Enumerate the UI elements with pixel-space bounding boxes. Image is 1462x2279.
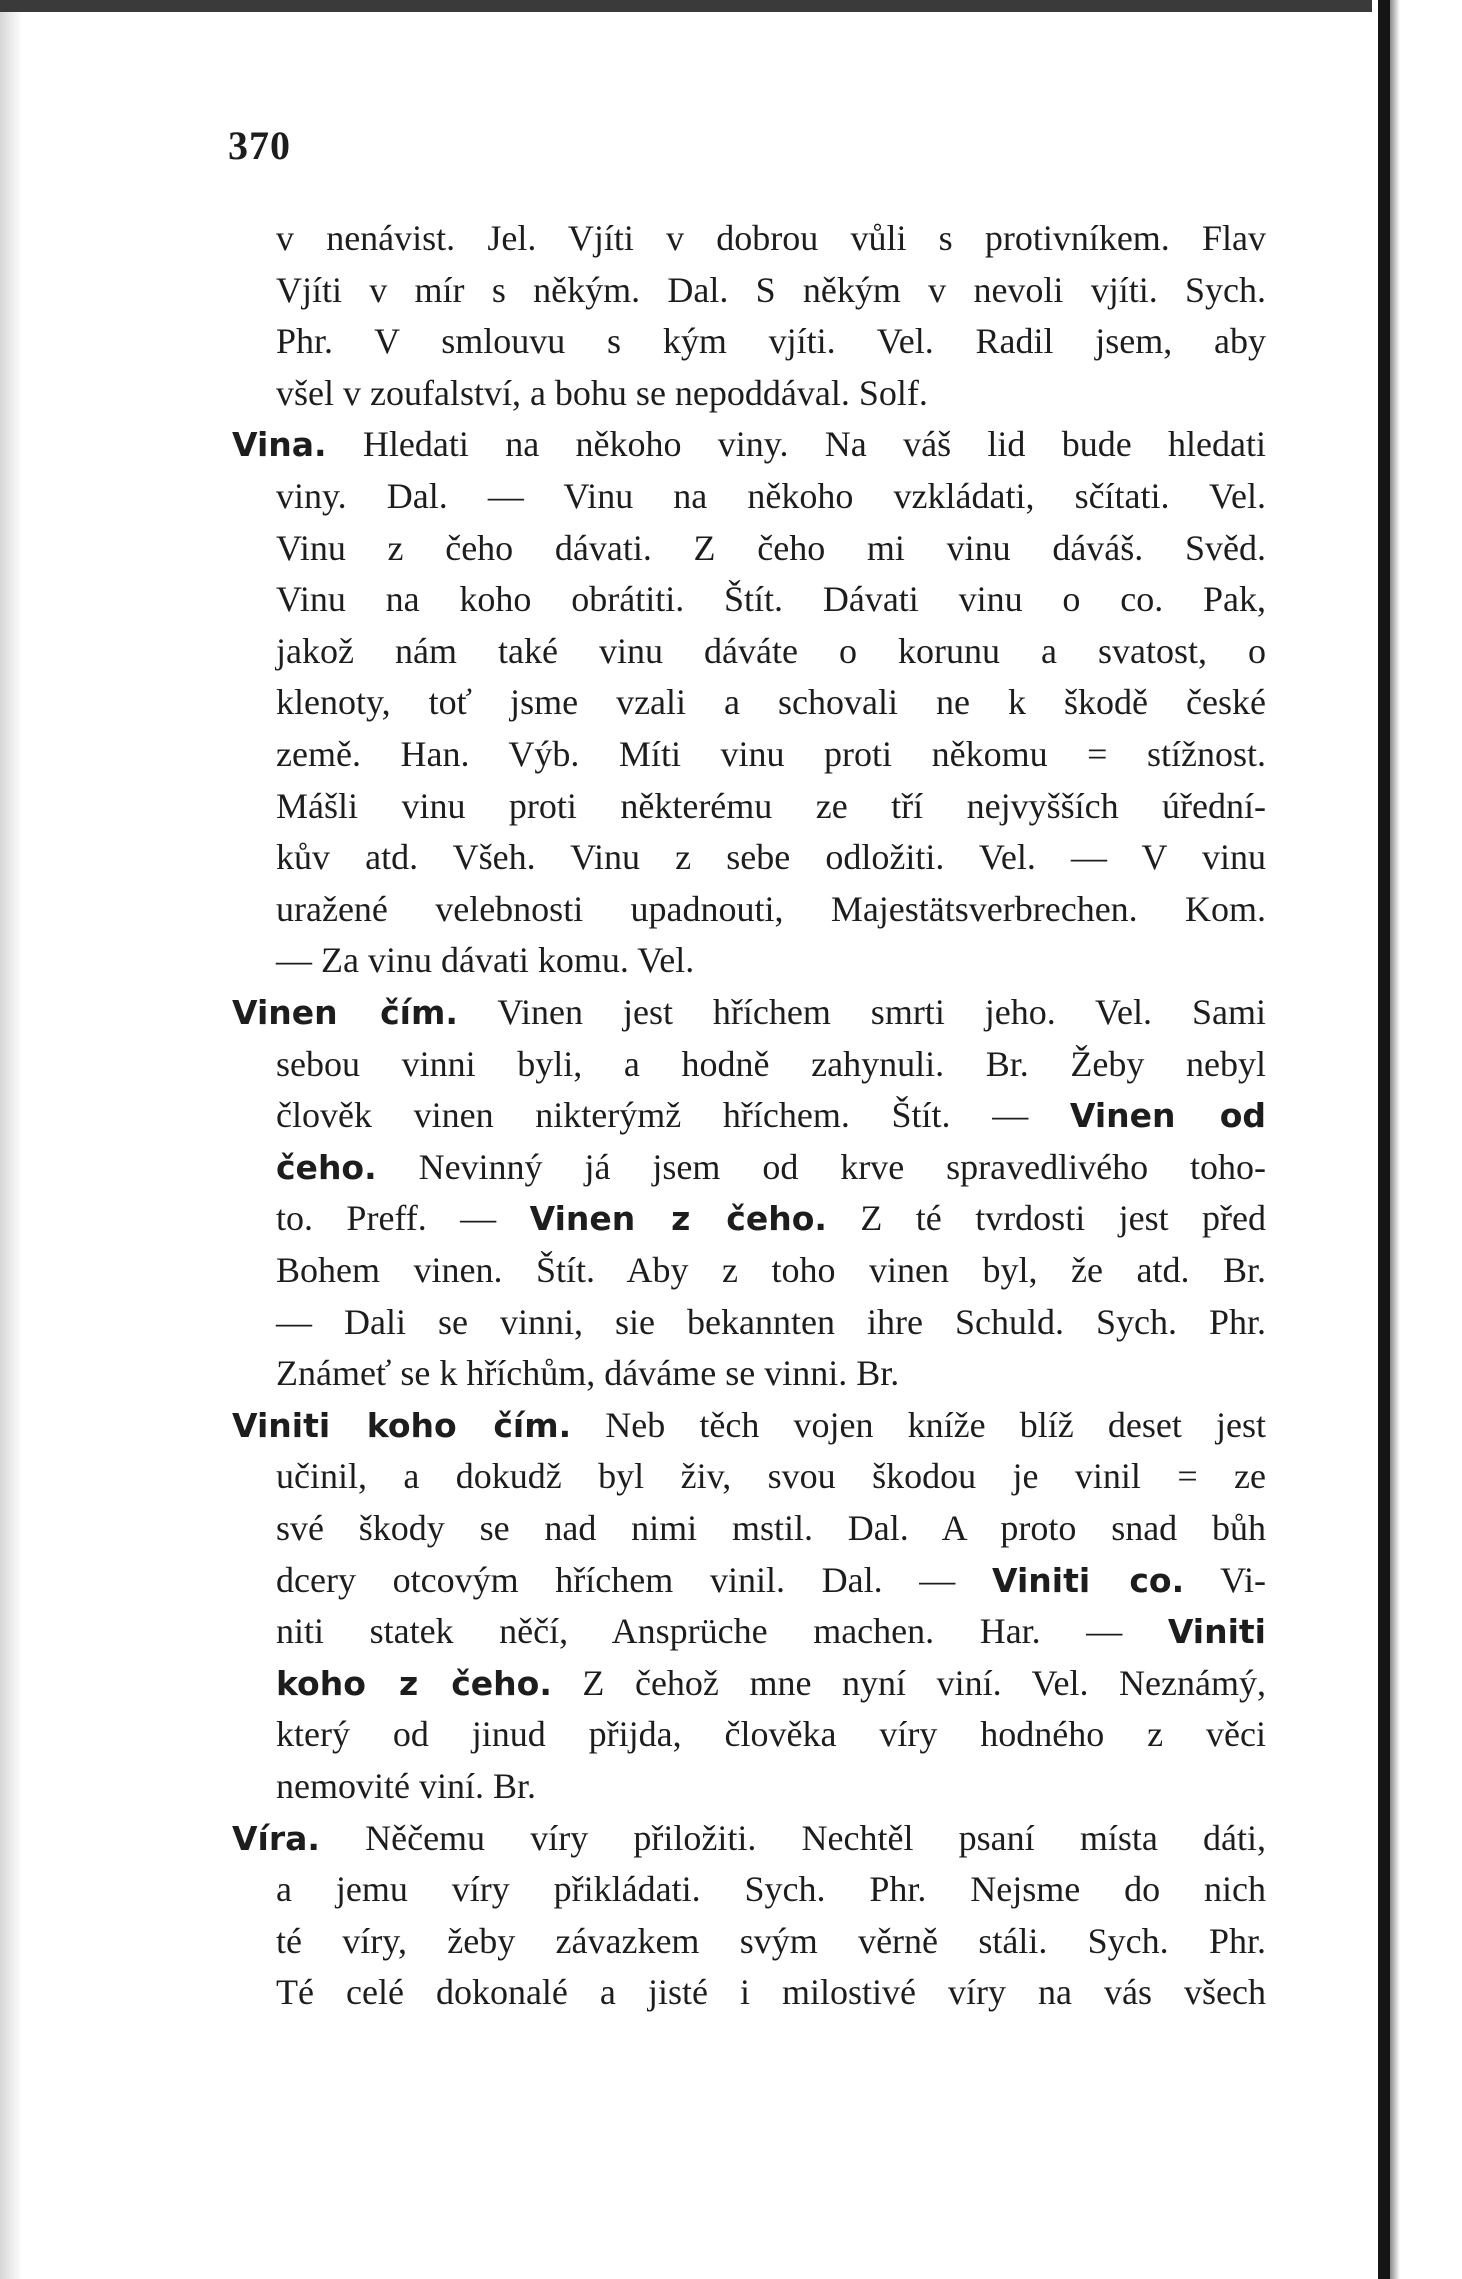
- text-line: [276, 1502, 1266, 1554]
- line-text: v nenávist. Jel. Vjíti v dobrou vůli s protivníkem. Flav: [276, 218, 1266, 258]
- line-text: to. Preff. —: [276, 1198, 530, 1238]
- line-text: své škody se nad nimi mstil. Dal. A proto snad bůh: [276, 1508, 1266, 1548]
- text-line: [276, 1089, 1266, 1141]
- text-line: [276, 1244, 1266, 1296]
- line-text: člověk vinen nikterýmž hříchem. Štít. —: [276, 1095, 1070, 1135]
- line-text: a jemu víry přikládati. Sych. Phr. Nejsme do nich: [276, 1869, 1266, 1909]
- text-line: [276, 1708, 1266, 1760]
- line-text: niti statek něčí, Ansprüche machen. Har. —: [276, 1611, 1168, 1651]
- text-line: [276, 1450, 1266, 1502]
- line-text: uražené velebnosti upadnouti, Majestätsverbrechen. Kom.: [276, 889, 1266, 929]
- line-text: jakož nám také vinu dáváte o korunu a svatost, o: [276, 631, 1266, 671]
- text-line: [276, 676, 1266, 728]
- line-text: Neb těch vojen kníže blíž deset jest: [571, 1405, 1266, 1445]
- line-text: Té celé dokonalé a jisté i milostivé víry na vás všech: [276, 1972, 1266, 2012]
- text-line: [276, 1038, 1266, 1090]
- text-line: [276, 1192, 1266, 1244]
- text-line: [276, 1347, 1266, 1399]
- line-text: — Za vinu dávati komu. Vel.: [276, 940, 695, 980]
- headword: Vina.: [232, 425, 327, 464]
- entry-headword-line: [232, 986, 1266, 1038]
- text-line: [276, 1141, 1266, 1193]
- line-text: Hledati na někoho viny. Na váš lid bude hledati: [326, 424, 1266, 464]
- line-text: kův atd. Všeh. Vinu z sebe odložiti. Vel. — V vinu: [276, 837, 1266, 877]
- entry-headword-line: [232, 418, 1266, 470]
- text-line: [276, 1605, 1266, 1657]
- headword: Vinen z čeho.: [529, 1199, 827, 1238]
- text-line: [276, 1915, 1266, 1967]
- text-line: [276, 831, 1266, 883]
- line-text: Vinu z čeho dávati. Z čeho mi vinu dáváš. Svěd.: [276, 528, 1266, 568]
- text-line: [276, 625, 1266, 677]
- line-text: Něčemu víry přiložiti. Nechtěl psaní místa dáti,: [319, 1818, 1266, 1858]
- line-text: Nevinný já jsem od krve spravedlivého toho-: [376, 1147, 1266, 1187]
- page-edge: [1372, 0, 1462, 2279]
- text-line: [276, 522, 1266, 574]
- headword: Viniti koho čím.: [232, 1406, 572, 1445]
- line-text: Vinen jest hříchem smrti jeho. Vel. Sami: [457, 992, 1266, 1032]
- text-line: [276, 212, 1266, 264]
- text-line: [276, 728, 1266, 780]
- line-text: Vjíti v mír s někým. Dal. S někým v nevoli vjíti. Sych.: [276, 270, 1266, 310]
- text-line: [276, 264, 1266, 316]
- line-text: té víry, žeby závazkem svým věrně stáli. Sych. Phr.: [276, 1921, 1266, 1961]
- headword: Viniti: [1167, 1612, 1266, 1651]
- text-line: [276, 780, 1266, 832]
- text-line: [276, 573, 1266, 625]
- headword: koho z čeho.: [276, 1664, 552, 1703]
- page-edge-shadow: [1390, 0, 1400, 2279]
- text-line: [276, 1554, 1266, 1606]
- line-text: sebou vinni byli, a hodně zahynuli. Br. Žeby nebyl: [276, 1044, 1266, 1084]
- entry-headword-line: [232, 1812, 1266, 1864]
- headword: čeho.: [276, 1148, 377, 1187]
- text-line: [276, 367, 1266, 419]
- line-text: Z té tvrdosti jest před: [826, 1198, 1267, 1238]
- line-text: Phr. V smlouvu s kým vjíti. Vel. Radil jsem, aby: [276, 321, 1266, 361]
- text-line: [276, 315, 1266, 367]
- text-line: [276, 1966, 1266, 2018]
- line-text: učinil, a dokudž byl živ, svou škodou je vinil = ze: [276, 1456, 1266, 1496]
- text-line: [276, 934, 1266, 986]
- line-text: — Dali se vinni, sie bekannten ihre Schuld. Sych. Phr.: [276, 1302, 1266, 1342]
- line-text: Mášli vinu proti některému ze tří nejvyšších úřední-: [276, 786, 1266, 826]
- line-text: Z čehož mne nyní viní. Vel. Neznámý,: [551, 1663, 1266, 1703]
- text-line: [276, 883, 1266, 935]
- page-number: 370: [228, 123, 291, 168]
- headword: Víra.: [232, 1819, 320, 1858]
- line-text: dcery otcovým hříchem vinil. Dal. —: [276, 1560, 992, 1600]
- page-edge-line: [1378, 0, 1390, 2279]
- headword: Vinen čím.: [232, 993, 458, 1032]
- text-line: [276, 1760, 1266, 1812]
- line-text: Bohem vinen. Štít. Aby z toho vinen byl, že atd. Br.: [276, 1250, 1266, 1290]
- line-text: viny. Dal. — Vinu na někoho vzkládati, sčítati. Vel.: [276, 476, 1266, 516]
- text-line: [276, 1863, 1266, 1915]
- text-line: [276, 1657, 1266, 1709]
- line-text: všel v zoufalství, a bohu se nepoddával. Solf.: [276, 373, 928, 413]
- headword: Viniti co.: [992, 1561, 1185, 1600]
- text-line: [276, 470, 1266, 522]
- line-text: země. Han. Výb. Míti vinu proti někomu = stížnost.: [276, 734, 1266, 774]
- line-text: Vinu na koho obrátiti. Štít. Dávati vinu o co. Pak,: [276, 579, 1266, 619]
- text-line: [276, 1296, 1266, 1348]
- entry-headword-line: [232, 1399, 1266, 1451]
- line-text: Vi-: [1184, 1560, 1266, 1600]
- line-text: nemovité viní. Br.: [276, 1766, 536, 1806]
- headword: Vinen od: [1069, 1096, 1266, 1135]
- line-text: klenoty, toť jsme vzali a schovali ne k škodě české: [276, 682, 1266, 722]
- line-text: Známeť se k hříchům, dáváme se vinni. Br.: [276, 1353, 900, 1393]
- line-text: který od jinud přijda, člověka víry hodného z věci: [276, 1714, 1266, 1754]
